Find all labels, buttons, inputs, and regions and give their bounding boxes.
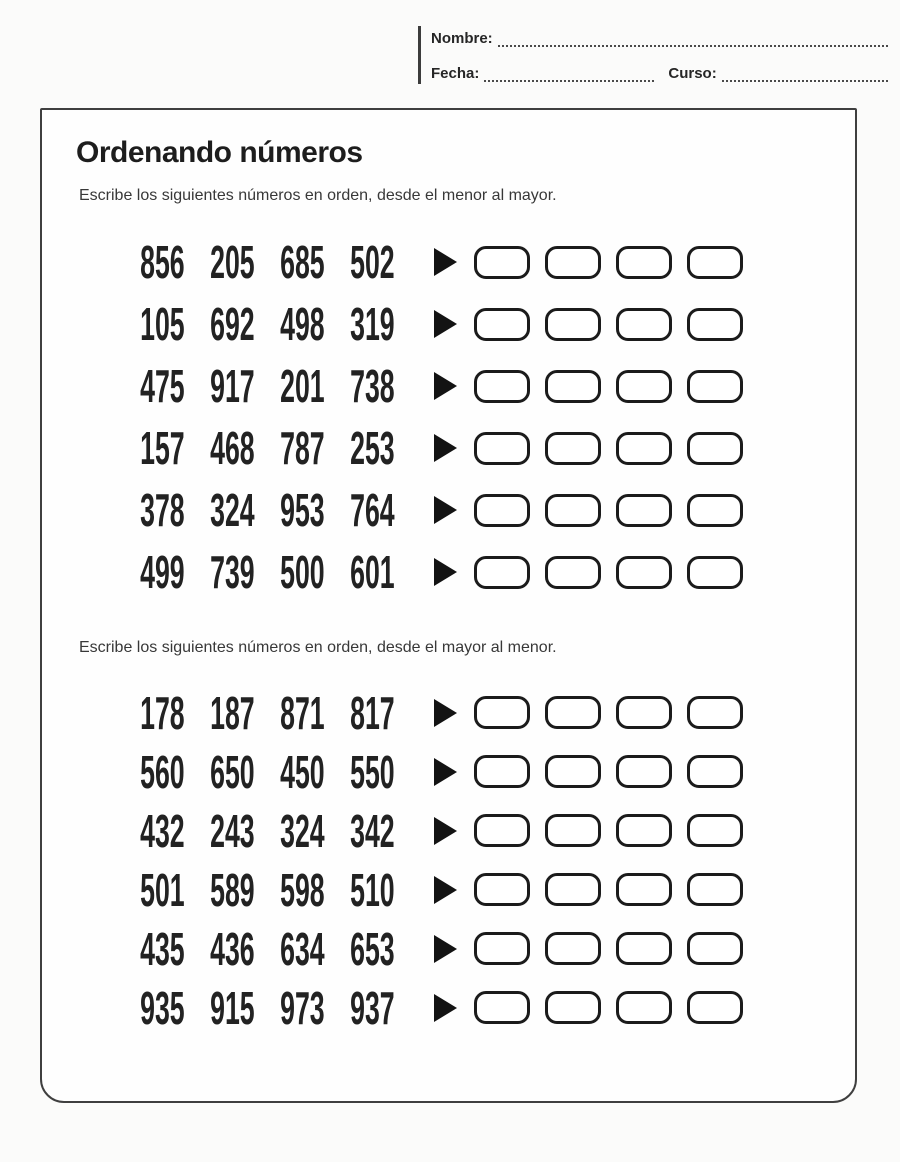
- given-number: 935: [139, 981, 185, 1034]
- given-number: 324: [279, 804, 325, 857]
- name-label: Nombre:: [431, 30, 493, 47]
- number-cell: [197, 804, 267, 857]
- answer-box[interactable]: [687, 873, 743, 906]
- answer-box[interactable]: [616, 432, 672, 465]
- answer-box[interactable]: [545, 932, 601, 965]
- given-number: 550: [349, 745, 395, 798]
- answer-box[interactable]: [545, 814, 601, 847]
- given-number: 598: [279, 863, 325, 916]
- name-field-line[interactable]: [498, 34, 888, 47]
- given-number: 105: [139, 298, 185, 350]
- number-cell: [127, 804, 197, 857]
- number-cell: [127, 863, 197, 916]
- number-cell: [197, 863, 267, 916]
- answer-box[interactable]: [474, 246, 530, 279]
- number-cell: [267, 804, 337, 857]
- given-number: 871: [279, 686, 325, 739]
- ascending-rows-group: [42, 231, 855, 603]
- number-cell: [337, 236, 407, 288]
- given-number: 764: [349, 484, 395, 536]
- arrow-right-icon: [434, 496, 457, 524]
- arrow-right-icon: [434, 758, 457, 786]
- number-row: [42, 355, 855, 417]
- number-cell: [267, 360, 337, 412]
- answer-box[interactable]: [474, 370, 530, 403]
- given-number: 787: [279, 422, 325, 474]
- answer-box[interactable]: [687, 308, 743, 341]
- answer-box[interactable]: [545, 556, 601, 589]
- given-number: 500: [279, 546, 325, 598]
- number-cell: [127, 236, 197, 288]
- answer-box[interactable]: [545, 308, 601, 341]
- number-cell: [337, 922, 407, 975]
- given-number: 378: [139, 484, 185, 536]
- number-row: [42, 742, 855, 801]
- answer-box[interactable]: [545, 755, 601, 788]
- answer-box[interactable]: [687, 432, 743, 465]
- number-cell: [337, 360, 407, 412]
- given-number: 201: [279, 360, 325, 412]
- given-number: 653: [349, 922, 395, 975]
- page-title: Ordenando números: [76, 136, 363, 169]
- answer-box[interactable]: [545, 873, 601, 906]
- given-number: 499: [139, 546, 185, 598]
- given-number: 501: [139, 863, 185, 916]
- number-cell: [127, 298, 197, 350]
- given-number: 739: [209, 546, 255, 598]
- given-number: 498: [279, 298, 325, 350]
- instruction-ascending: Escribe los siguientes números en orden, desde el menor al mayor.: [79, 187, 557, 204]
- date-field-line[interactable]: [484, 69, 654, 82]
- number-cell: [267, 922, 337, 975]
- given-number: 601: [349, 546, 395, 598]
- number-cell: [197, 298, 267, 350]
- descending-rows-group: [42, 683, 855, 1037]
- number-cell: [337, 422, 407, 474]
- answer-boxes: [474, 370, 743, 403]
- number-cell: [127, 922, 197, 975]
- answer-box[interactable]: [616, 814, 672, 847]
- number-cell: [337, 745, 407, 798]
- number-cell: [267, 422, 337, 474]
- given-number: 589: [209, 863, 255, 916]
- answer-boxes: [474, 556, 743, 589]
- number-cell: [197, 546, 267, 598]
- answer-boxes: [474, 755, 743, 788]
- answer-box[interactable]: [545, 696, 601, 729]
- number-cell: [267, 236, 337, 288]
- given-number: 243: [209, 804, 255, 857]
- answer-box[interactable]: [687, 696, 743, 729]
- given-number: 319: [349, 298, 395, 350]
- answer-boxes: [474, 246, 743, 279]
- number-cell: [337, 804, 407, 857]
- answer-box[interactable]: [616, 370, 672, 403]
- given-number: 253: [349, 422, 395, 474]
- answer-box[interactable]: [474, 556, 530, 589]
- given-number: 973: [279, 981, 325, 1034]
- answer-box[interactable]: [545, 370, 601, 403]
- number-cell: [127, 360, 197, 412]
- number-cell: [197, 360, 267, 412]
- given-number: 205: [209, 236, 255, 288]
- arrow-right-icon: [434, 876, 457, 904]
- date-course-field-row: [431, 65, 888, 82]
- given-number: 468: [209, 422, 255, 474]
- number-cell: [267, 686, 337, 739]
- number-cell: [337, 981, 407, 1034]
- instruction-descending: Escribe los siguientes números en orden, desde el mayor al menor.: [79, 639, 557, 656]
- answer-box[interactable]: [545, 432, 601, 465]
- number-cell: [267, 981, 337, 1034]
- number-cell: [197, 745, 267, 798]
- number-cell: [127, 745, 197, 798]
- number-cell: [197, 484, 267, 536]
- number-row: [42, 978, 855, 1037]
- answer-box[interactable]: [616, 991, 672, 1024]
- number-row: [42, 231, 855, 293]
- number-cell: [197, 981, 267, 1034]
- given-number: 917: [209, 360, 255, 412]
- given-number: 342: [349, 804, 395, 857]
- given-number: 817: [349, 686, 395, 739]
- name-field-row: [431, 30, 888, 47]
- worksheet-frame: [40, 108, 857, 1103]
- number-cell: [267, 484, 337, 536]
- arrow-right-icon: [434, 372, 457, 400]
- number-cell: [127, 484, 197, 536]
- given-number: 634: [279, 922, 325, 975]
- answer-box[interactable]: [474, 873, 530, 906]
- answer-box[interactable]: [474, 814, 530, 847]
- course-label: Curso:: [668, 65, 717, 82]
- given-number: 178: [139, 686, 185, 739]
- answer-box[interactable]: [616, 755, 672, 788]
- given-number: 502: [349, 236, 395, 288]
- number-row: [42, 293, 855, 355]
- answer-box[interactable]: [474, 494, 530, 527]
- number-row: [42, 801, 855, 860]
- answer-box[interactable]: [687, 246, 743, 279]
- number-cell: [127, 422, 197, 474]
- number-row: [42, 683, 855, 742]
- answer-boxes: [474, 814, 743, 847]
- arrow-right-icon: [434, 994, 457, 1022]
- answer-box[interactable]: [474, 696, 530, 729]
- given-number: 436: [209, 922, 255, 975]
- number-cell: [197, 236, 267, 288]
- answer-box[interactable]: [474, 432, 530, 465]
- number-cell: [267, 298, 337, 350]
- answer-box[interactable]: [545, 494, 601, 527]
- given-number: 324: [209, 484, 255, 536]
- number-cell: [337, 686, 407, 739]
- number-cell: [267, 546, 337, 598]
- answer-box[interactable]: [687, 932, 743, 965]
- number-row: [42, 541, 855, 603]
- answer-box[interactable]: [545, 246, 601, 279]
- arrow-right-icon: [434, 248, 457, 276]
- given-number: 450: [279, 745, 325, 798]
- number-cell: [267, 745, 337, 798]
- number-cell: [197, 422, 267, 474]
- date-label: Fecha:: [431, 65, 480, 82]
- given-number: 435: [139, 922, 185, 975]
- number-cell: [337, 863, 407, 916]
- number-cell: [197, 686, 267, 739]
- answer-boxes: [474, 991, 743, 1024]
- answer-box[interactable]: [474, 991, 530, 1024]
- answer-box[interactable]: [687, 556, 743, 589]
- number-cell: [337, 546, 407, 598]
- arrow-right-icon: [434, 935, 457, 963]
- arrow-right-icon: [434, 434, 457, 462]
- answer-boxes: [474, 432, 743, 465]
- given-number: 560: [139, 745, 185, 798]
- answer-boxes: [474, 932, 743, 965]
- course-field-line[interactable]: [722, 69, 888, 82]
- given-number: 510: [349, 863, 395, 916]
- answer-box[interactable]: [616, 246, 672, 279]
- number-cell: [197, 922, 267, 975]
- arrow-right-icon: [434, 558, 457, 586]
- answer-box[interactable]: [616, 494, 672, 527]
- answer-box[interactable]: [687, 370, 743, 403]
- answer-boxes: [474, 494, 743, 527]
- number-cell: [127, 981, 197, 1034]
- number-cell: [127, 546, 197, 598]
- answer-box[interactable]: [616, 556, 672, 589]
- answer-boxes: [474, 873, 743, 906]
- number-row: [42, 479, 855, 541]
- answer-box[interactable]: [474, 755, 530, 788]
- answer-box[interactable]: [616, 932, 672, 965]
- answer-box[interactable]: [687, 991, 743, 1024]
- answer-box[interactable]: [616, 696, 672, 729]
- given-number: 915: [209, 981, 255, 1034]
- number-cell: [337, 484, 407, 536]
- answer-box[interactable]: [474, 932, 530, 965]
- answer-box[interactable]: [616, 308, 672, 341]
- given-number: 685: [279, 236, 325, 288]
- given-number: 157: [139, 422, 185, 474]
- given-number: 953: [279, 484, 325, 536]
- arrow-right-icon: [434, 310, 457, 338]
- answer-boxes: [474, 308, 743, 341]
- given-number: 692: [209, 298, 255, 350]
- arrow-right-icon: [434, 817, 457, 845]
- number-row: [42, 860, 855, 919]
- number-cell: [267, 863, 337, 916]
- answer-box[interactable]: [687, 494, 743, 527]
- answer-box[interactable]: [687, 814, 743, 847]
- given-number: 856: [139, 236, 185, 288]
- number-row: [42, 919, 855, 978]
- given-number: 475: [139, 360, 185, 412]
- given-number: 937: [349, 981, 395, 1034]
- number-cell: [337, 298, 407, 350]
- given-number: 432: [139, 804, 185, 857]
- answer-box[interactable]: [616, 873, 672, 906]
- answer-boxes: [474, 696, 743, 729]
- number-row: [42, 417, 855, 479]
- arrow-right-icon: [434, 699, 457, 727]
- given-number: 650: [209, 745, 255, 798]
- given-number: 738: [349, 360, 395, 412]
- answer-box[interactable]: [545, 991, 601, 1024]
- given-number: 187: [209, 686, 255, 739]
- number-cell: [127, 686, 197, 739]
- answer-box[interactable]: [474, 308, 530, 341]
- student-info-header: [418, 26, 888, 84]
- answer-box[interactable]: [687, 755, 743, 788]
